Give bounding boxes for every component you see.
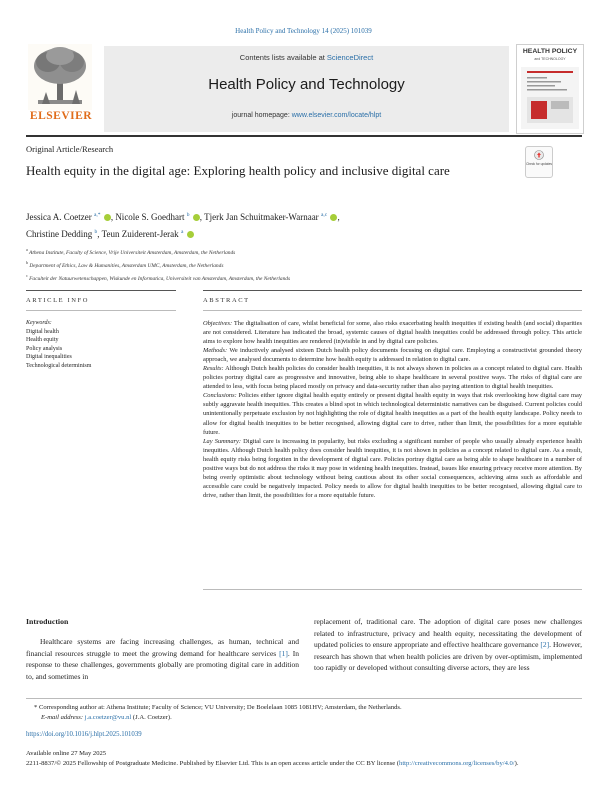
keyword[interactable]: Technological determinism (26, 362, 92, 369)
journal-homepage (104, 112, 509, 119)
body-text: . In response to these challenges, governments globally are promoting digital care in addition to, and sometimes in (26, 648, 299, 681)
abstract-top-rule (203, 290, 582, 291)
keywords-block (26, 319, 176, 370)
introduction-heading: Introduction (26, 617, 69, 626)
reference-link[interactable]: [1] (279, 648, 288, 658)
article-title: Health equity in the digital age: Exploring health policy and inclusive digital care (26, 163, 450, 178)
keyword[interactable]: Digital inequalities (26, 354, 72, 360)
author-affil-sup[interactable]: a,c (320, 212, 328, 218)
affiliation-text: Department of Ethics, Law & Humanities, Amsterdam UMC, Amsterdam, the Netherlands (29, 262, 224, 269)
abstract-section-label: Results: (203, 365, 224, 373)
cover-title (521, 49, 579, 56)
license-link[interactable]: http://creativecommons.org/licenses/by/4.0/ (399, 760, 515, 767)
abstract-section-text: Digital care is increasing in popularity, but risks excluding a significant number of people who usually already experience health inequities. Although Dutch health policy does consider health inequities, it is not shown in policies as a concept related to digital care. As a result, health equity risks being forgotten in the development of digital care. Policies portray digital care as being able to shape healthcare in a number of positive ways but do not address the risks it may pose in widening health inequities. Instead, issues like ensuring privacy receive more attention. By being overly optimistic about technology without being cautious about its other social consequences, achieving aims such as affordable and accessible care could be negatively impacted. Policy needs to allow for digital health inequities to be better recognised, allowing digital care to drive, rather than limit, the possibilities for a more equitable future. (203, 437, 583, 499)
affiliation-sup: c (26, 272, 28, 278)
author-affil-sup[interactable]: a,* (93, 212, 101, 218)
author-name[interactable]: Tjerk Jan Schuitmaker-Warnaar (204, 212, 319, 222)
author-affil-sup[interactable]: a (180, 229, 184, 235)
abstract-section-label: Lay Summary: (203, 437, 242, 445)
abstract-heading-rule (203, 310, 582, 311)
header-divider (26, 135, 582, 137)
body-column-left (26, 636, 299, 682)
email-note (41, 713, 172, 723)
body-text: . However, research has shown that when health policies are driven by over-optimism, implemented too rapidly or developed without consulting diverse actors, they are less (314, 640, 583, 673)
abstract-section-label: Conclusions: (203, 392, 237, 400)
doi-link[interactable]: https://doi.org/10.1016/j.hlpt.2025.101039 (26, 731, 142, 738)
article-info-heading: ARTICLE INFO (26, 297, 90, 304)
journal-cover[interactable] (516, 44, 584, 134)
sciencedirect-link[interactable]: ScienceDirect (326, 53, 374, 62)
affiliation-sup: b (26, 259, 28, 265)
author-name[interactable]: Teun Zuiderent-Jerak (101, 229, 179, 239)
keyword[interactable]: Health equity (26, 337, 59, 343)
orcid-icon[interactable] (104, 214, 111, 221)
contents-prefix: Contents lists available at (239, 53, 327, 62)
abstract-section-label: Objectives: (203, 320, 233, 327)
abstract-section-text: Policies either ignore digital health equity entirely or present digital health equity in ways that risk overlooking how digital care may subtly aggravate health inequities. This creates a blind spot in which technological deterministic narratives can be disguised. Current policies could unintentionally perpetuate exclusion by not highlighting the role of digital health inequities as a part of the health equity landscape. Policy needs to allow for digital health inequities to be better recognised, allowing digital care to drive, rather than limit, the possibilities for a more equitable future. (203, 392, 582, 436)
article-type: Original Article/Research (26, 144, 114, 154)
affiliation-text: Athena Institute, Faculty of Science, Vrije Universiteit Amsterdam, Amsterdam, the Netherlands (29, 249, 236, 256)
body-column-right (314, 616, 582, 674)
available-online: Available online 27 May 2025 (26, 750, 107, 757)
license-text-end: ). (514, 760, 519, 767)
journal-title: Health Policy and Technology (208, 76, 405, 93)
author-name[interactable]: Jessica A. Coetzer (26, 212, 92, 222)
cover-sub-and: and (534, 57, 541, 61)
keyword[interactable]: Digital health (26, 328, 59, 335)
info-top-rule (26, 290, 176, 291)
homepage-link[interactable]: www.elsevier.com/locate/hlpt (291, 112, 382, 119)
abstract-bottom-rule (203, 589, 582, 590)
keyword[interactable]: Policy analysis (26, 345, 63, 352)
orcid-icon[interactable] (330, 214, 337, 221)
affiliation (26, 271, 566, 284)
orcid-icon[interactable] (193, 214, 200, 221)
corresponding-author-note: * Corresponding author at: Athena Institute; Faculty of Science; VU University; De Boelelaan 1085 1081HV; Amsterdam, the Netherlands. (34, 704, 402, 711)
abstract-heading: ABSTRACT (203, 297, 250, 304)
abstract-section-text: The digitalisation of care, whilst beneficial for some, also risks exacerbating health inequities if existing health (and social) disparities are not considered. Literature has indicated the broad, systemic causes of digital health inequities could be addressed through policy. This article aims to explore how health inequities are rendered (in)visible in and by digital care policies. (203, 320, 582, 346)
cover-subtitle (521, 57, 579, 61)
affiliations (26, 245, 566, 283)
body-paragraph (26, 636, 299, 682)
cover-title-line1: HEALTH POLICY (522, 48, 578, 55)
homepage-prefix: journal homepage: (231, 112, 292, 119)
check-updates-label[interactable]: Check for updates (526, 162, 552, 166)
email-link[interactable]: j.a.coetzer@vu.nl (84, 714, 132, 721)
orcid-icon[interactable] (187, 231, 194, 238)
affiliation (26, 245, 566, 258)
affiliation-sup: a (26, 247, 28, 252)
cover-image-icon (521, 67, 579, 129)
license-statement (26, 759, 582, 769)
author-affil-sup[interactable]: b (94, 229, 98, 235)
journal-citation[interactable]: Health Policy and Technology 14 (2025) 101039 (235, 27, 372, 35)
contents-line (104, 53, 509, 62)
info-heading-rule (26, 310, 176, 311)
abstract-section-label: Methods: (203, 347, 228, 355)
author-affil-sup[interactable]: b (186, 212, 190, 218)
author-name[interactable]: Nicole S. Goedhart (115, 212, 185, 222)
affiliation-text: Faculteit der Natuurwetenschappen, Wiskunde en Informatica, Universiteit van Amsterdam, Amsterdam, the Netherlands (29, 275, 291, 282)
abstract-section-text: Although Dutch health policies do consider health inequities, it is not always shown in policies as a concept related to digital care. Health policies portray digital care as progressive and innovative, being able to shape healthcare in several positive ways. The risks of digital care are attended to less, with focus being placed mostly on privacy and data-security rather than also paying attention to digital health inequities. (203, 365, 582, 391)
abstract-body (203, 319, 582, 500)
body-text: replacement of, traditional care. The adoption of digital care poses new challenges related to infrastructure, privacy and health equity, necessitating the development of updated policies to ensure appropriate and effective healthcare governance (314, 617, 582, 650)
affiliation (26, 258, 566, 271)
keywords-label: Keywords: (26, 320, 52, 326)
email-suffix: (J.A. Coetzer). (132, 714, 172, 721)
license-text: 2211-8837/© 2025 Fellowship of Postgraduate Medicine. Published by Elsevier Ltd. This is an open access article under the CC BY license ( (26, 760, 400, 767)
author-list: Jessica A. Coetzer $^{a,*}$ , Nicole S. Goedhart $^b$ , Tjerk Jan Schuitmaker-Warnaar $^{a,c}$ , Christine Dedding $^b$, Teun Zuiderent-Jerak $^a$ (26, 212, 340, 239)
elsevier-tree-logo-icon (28, 44, 92, 110)
body-text: Healthcare systems are facing increasing challenges, as human, technical and financial resources struggle to meet the growing demand for healthcare services (26, 637, 299, 658)
email-label: E-mail address: (41, 714, 84, 721)
reference-link[interactable]: [2] (540, 640, 550, 650)
author-name[interactable]: Christine Dedding (26, 229, 93, 239)
abstract-objectives (203, 319, 582, 346)
abstract-section-text: We inductively analysed sixteen Dutch health policy documents focusing on digital care. Employing a constructivist grounded theory approach, we analysed documents to determine how health equity is addressed in relation to digital care. (203, 347, 582, 364)
body-paragraph (314, 616, 582, 674)
check-updates-icon (534, 150, 544, 160)
abstract-results (203, 364, 582, 391)
abstract-conclusions (203, 391, 582, 436)
abstract-methods (203, 346, 582, 364)
footnote-rule (26, 698, 582, 699)
elsevier-wordmark: ELSEVIER (29, 110, 93, 122)
cover-title-line2: TECHNOLOGY (541, 57, 566, 61)
abstract-lay-summary (203, 437, 582, 500)
